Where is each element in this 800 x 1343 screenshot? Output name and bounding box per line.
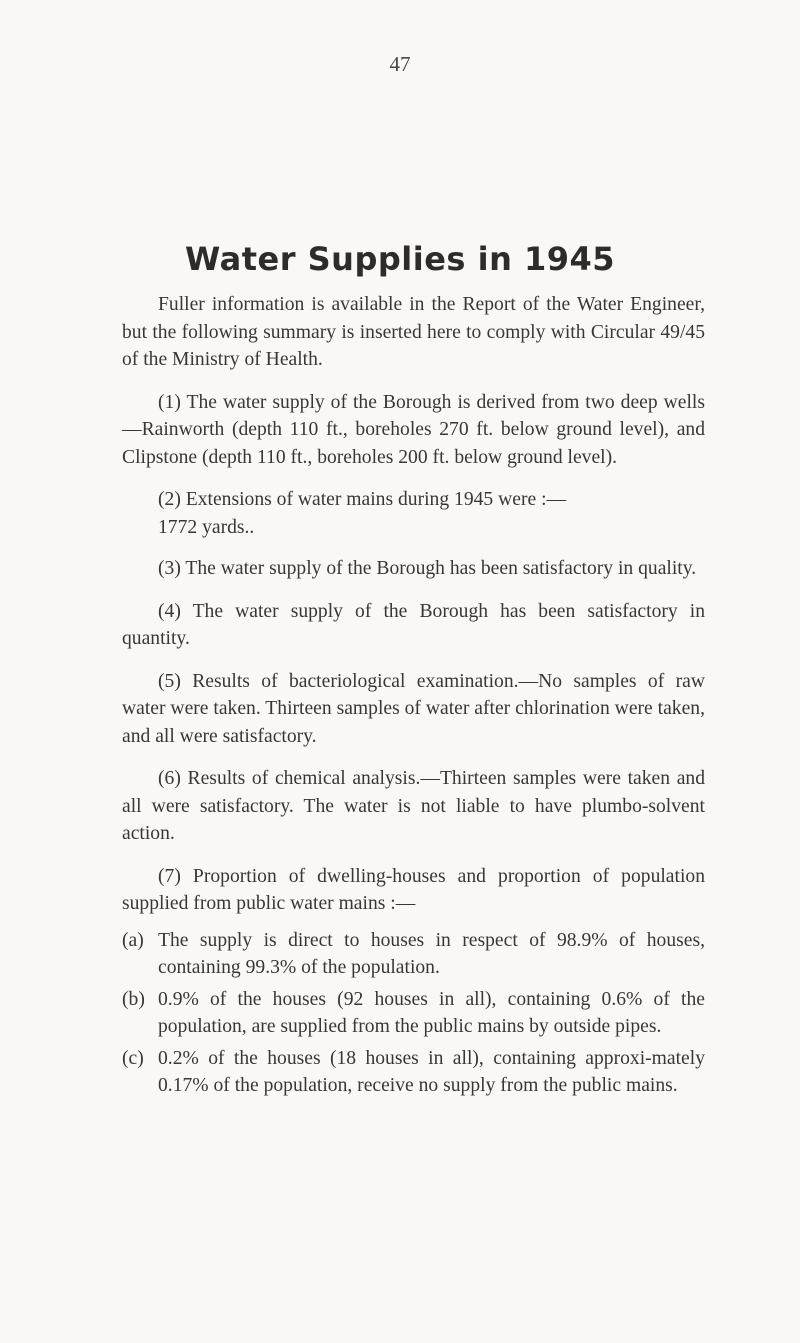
item-3-text: The water supply of the Borough has been satisfactory in quality. xyxy=(185,558,697,579)
sub-item-a-label: (a) xyxy=(122,929,144,951)
item-6-text: Results of chemical analysis.—Thirteen samples were taken and all were satisfactory. The water is not liable to have plumbo-solvent action. xyxy=(122,768,705,844)
item-7 xyxy=(122,863,705,918)
sub-item-b-text: 0.9% of the houses (92 houses in all), containing 0.6% of the population, are supplied from the public mains by outside pipes. xyxy=(158,988,705,1037)
item-1-text: The water supply of the Borough is derived from two deep wells—Rainworth (depth 110 ft., boreholes 270 ft. below ground level), and Clipstone (depth 110 ft., boreholes 200 ft. below ground level). xyxy=(122,391,705,468)
document-body xyxy=(122,291,705,1104)
item-7-number: (7) xyxy=(158,865,181,887)
sub-item-c-label: (c) xyxy=(122,1047,144,1069)
item-5 xyxy=(122,668,705,751)
item-6 xyxy=(122,765,705,848)
sub-item-a xyxy=(122,927,705,982)
item-3 xyxy=(122,555,705,583)
item-1 xyxy=(122,389,705,472)
sub-item-c-text: 0.2% of the houses (18 houses in all), containing approxi-mately 0.17% of the population, receive no supply from the public mains. xyxy=(158,1047,705,1096)
item-3-number: (3) xyxy=(158,558,181,579)
sub-item-c xyxy=(122,1045,705,1100)
sub-item-b xyxy=(122,986,705,1041)
item-4 xyxy=(122,598,705,653)
item-4-number: (4) xyxy=(158,600,181,622)
item-2-text: Extensions of water mains during 1945 were :— xyxy=(185,489,567,510)
page-title: Water Supplies in 1945 xyxy=(184,240,616,278)
sub-item-list xyxy=(122,927,705,1100)
item-2-number: (2) xyxy=(158,489,181,510)
intro-paragraph: Fuller information is available in the Report of the Water Engineer, but the following summary is inserted here to comply with Circular 49/45 of the Ministry of Health. xyxy=(122,294,705,370)
item-1-number: (1) xyxy=(158,391,181,413)
item-2-amount: 1772 yards.. xyxy=(158,516,255,538)
item-2 xyxy=(122,486,705,541)
sub-item-a-text: The supply is direct to houses in respect of 98.9% of houses, containing 99.3% of the population. xyxy=(158,929,705,978)
page-number: 47 xyxy=(389,52,411,76)
item-4-text: The water supply of the Borough has been satisfactory in quantity. xyxy=(122,600,705,649)
item-5-number: (5) xyxy=(158,670,181,692)
item-6-number: (6) xyxy=(158,768,181,789)
item-7-text: Proportion of dwelling-houses and proportion of population supplied from public water mains :— xyxy=(122,865,705,914)
sub-item-b-label: (b) xyxy=(122,988,145,1010)
item-5-text: Results of bacteriological examination.—No samples of raw water were taken. Thirteen samples of water after chlorination were taken, and all were satisfactory. xyxy=(122,670,705,747)
